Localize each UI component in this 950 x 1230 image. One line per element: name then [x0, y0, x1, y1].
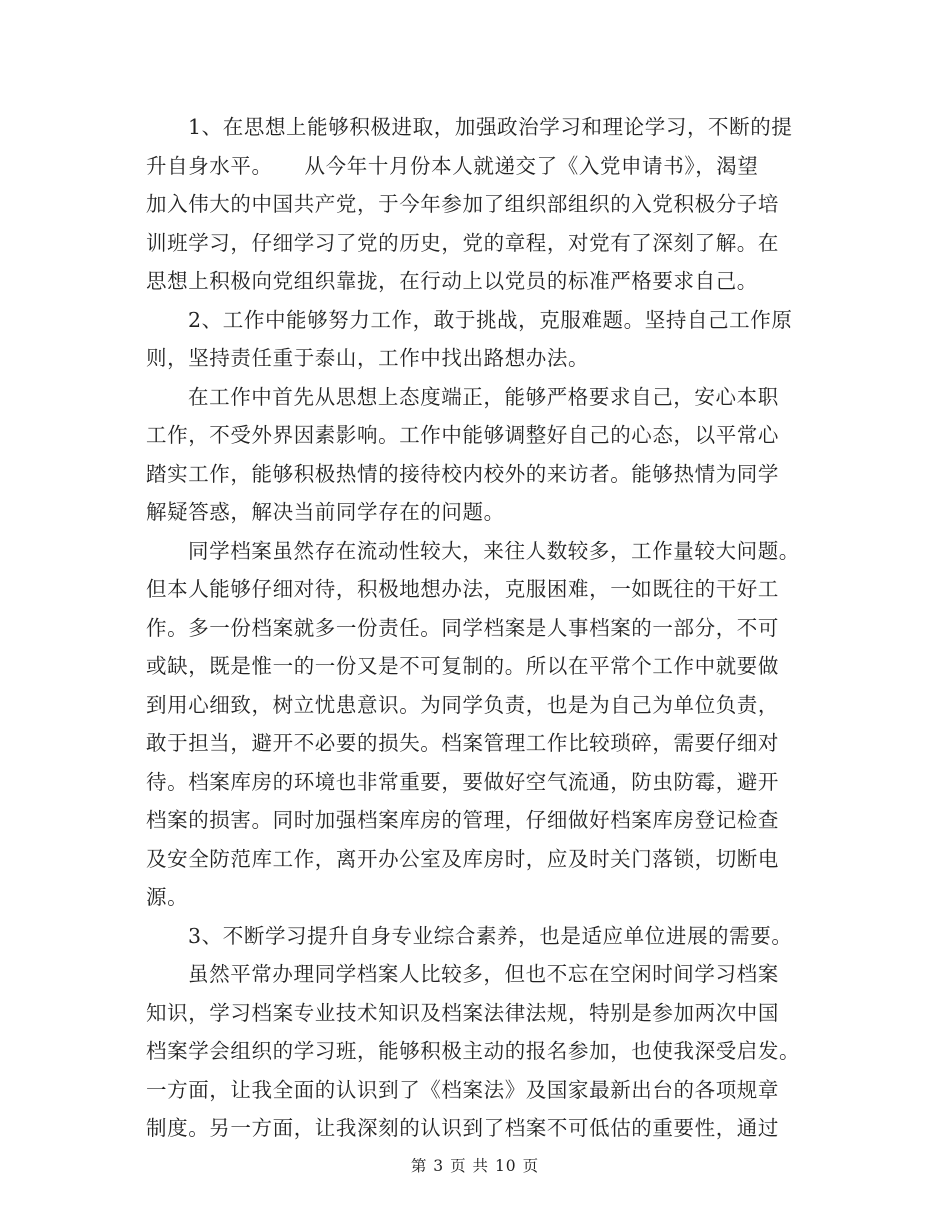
- text-line: 2、工作中能够努力工作，敢于挑战，克服难题。坚持自己工作原: [188, 307, 793, 332]
- text-line: 制度。另一方面，让我深刻的认识到了档案不可低估的重要性，通过: [146, 1116, 779, 1140]
- text-line: 解疑答惑，解决当前同学存在的问题。: [146, 500, 505, 524]
- document-body: [146, 108, 826, 1148]
- text-line: 知识，学习档案专业技术知识及档案法律法规，特别是参加两次中国: [146, 1000, 779, 1025]
- text-line: 工作，不受外界因素影响。工作中能够调整好自己的心态，以平常心: [146, 423, 779, 447]
- text-line: 训班学习，仔细学习了党的历史，党的章程，对党有了深刻了解。在: [146, 230, 779, 255]
- text-line: 3、不断学习提升自身专业综合素养，也是适应单位进展的需要。: [188, 923, 793, 948]
- text-line: 加入伟大的中国共产党，于今年参加了组织部组织的入党积极分子培: [146, 192, 779, 216]
- text-line: 1、在思想上能够积极进取，加强政治学习和理论学习，不断的提: [188, 115, 793, 139]
- text-line: 一方面，让我全面的认识到了《档案法》及国家最新出台的各项规章: [146, 1077, 779, 1102]
- text-line: 但本人能够仔细对待，积极地想办法，克服困难，一如既往的干好工: [146, 577, 779, 601]
- text-line: 档案的损害。同时加强档案库房的管理，仔细做好档案库房登记检查: [146, 808, 779, 832]
- text-line: 作。多一份档案就多一份责任。同学档案是人事档案的一部分，不可: [146, 615, 779, 640]
- text-line: 则，坚持责任重于泰山，工作中找出路想办法。: [146, 346, 590, 370]
- text-line: 档案学会组织的学习班，能够积极主动的报名参加，也使我深受启发。: [146, 1039, 801, 1063]
- text-line: 源。: [146, 885, 189, 909]
- text-line: 升自身水平。 从今年十月份本人就递交了《入党申请书》，渴望: [146, 153, 759, 178]
- text-line: 思想上积极向党组织靠拢，在行动上以党员的标准严格要求自己。: [146, 269, 758, 293]
- text-line: 待。档案库房的环境也非常重要，要做好空气流通，防虫防霉，避开: [146, 769, 779, 794]
- text-line: 到用心细致，树立忧患意识。为同学负责，也是为自己为单位负责，: [146, 692, 779, 717]
- text-line: 在工作中首先从思想上态度端正，能够严格要求自己，安心本职: [188, 384, 779, 409]
- text-line: 踏实工作，能够积极热情的接待校内校外的来访者。能够热情为同学: [146, 461, 779, 486]
- text-line: 及安全防范库工作，离开办公室及库房时，应及时关门落锁，切断电: [146, 846, 779, 871]
- page-number-footer: 第 3 页 共 10 页: [410, 1157, 540, 1175]
- text-line: 虽然平常办理同学档案人比较多，但也不忘在空闲时间学习档案: [188, 962, 779, 986]
- text-line: 同学档案虽然存在流动性较大，来往人数较多，工作量较大问题。: [188, 538, 800, 563]
- text-line: 敢于担当，避开不必要的损失。档案管理工作比较琐碎，需要仔细对: [146, 731, 779, 755]
- text-line: 或缺，既是惟一的一份又是不可复制的。所以在平常个工作中就要做: [146, 654, 779, 678]
